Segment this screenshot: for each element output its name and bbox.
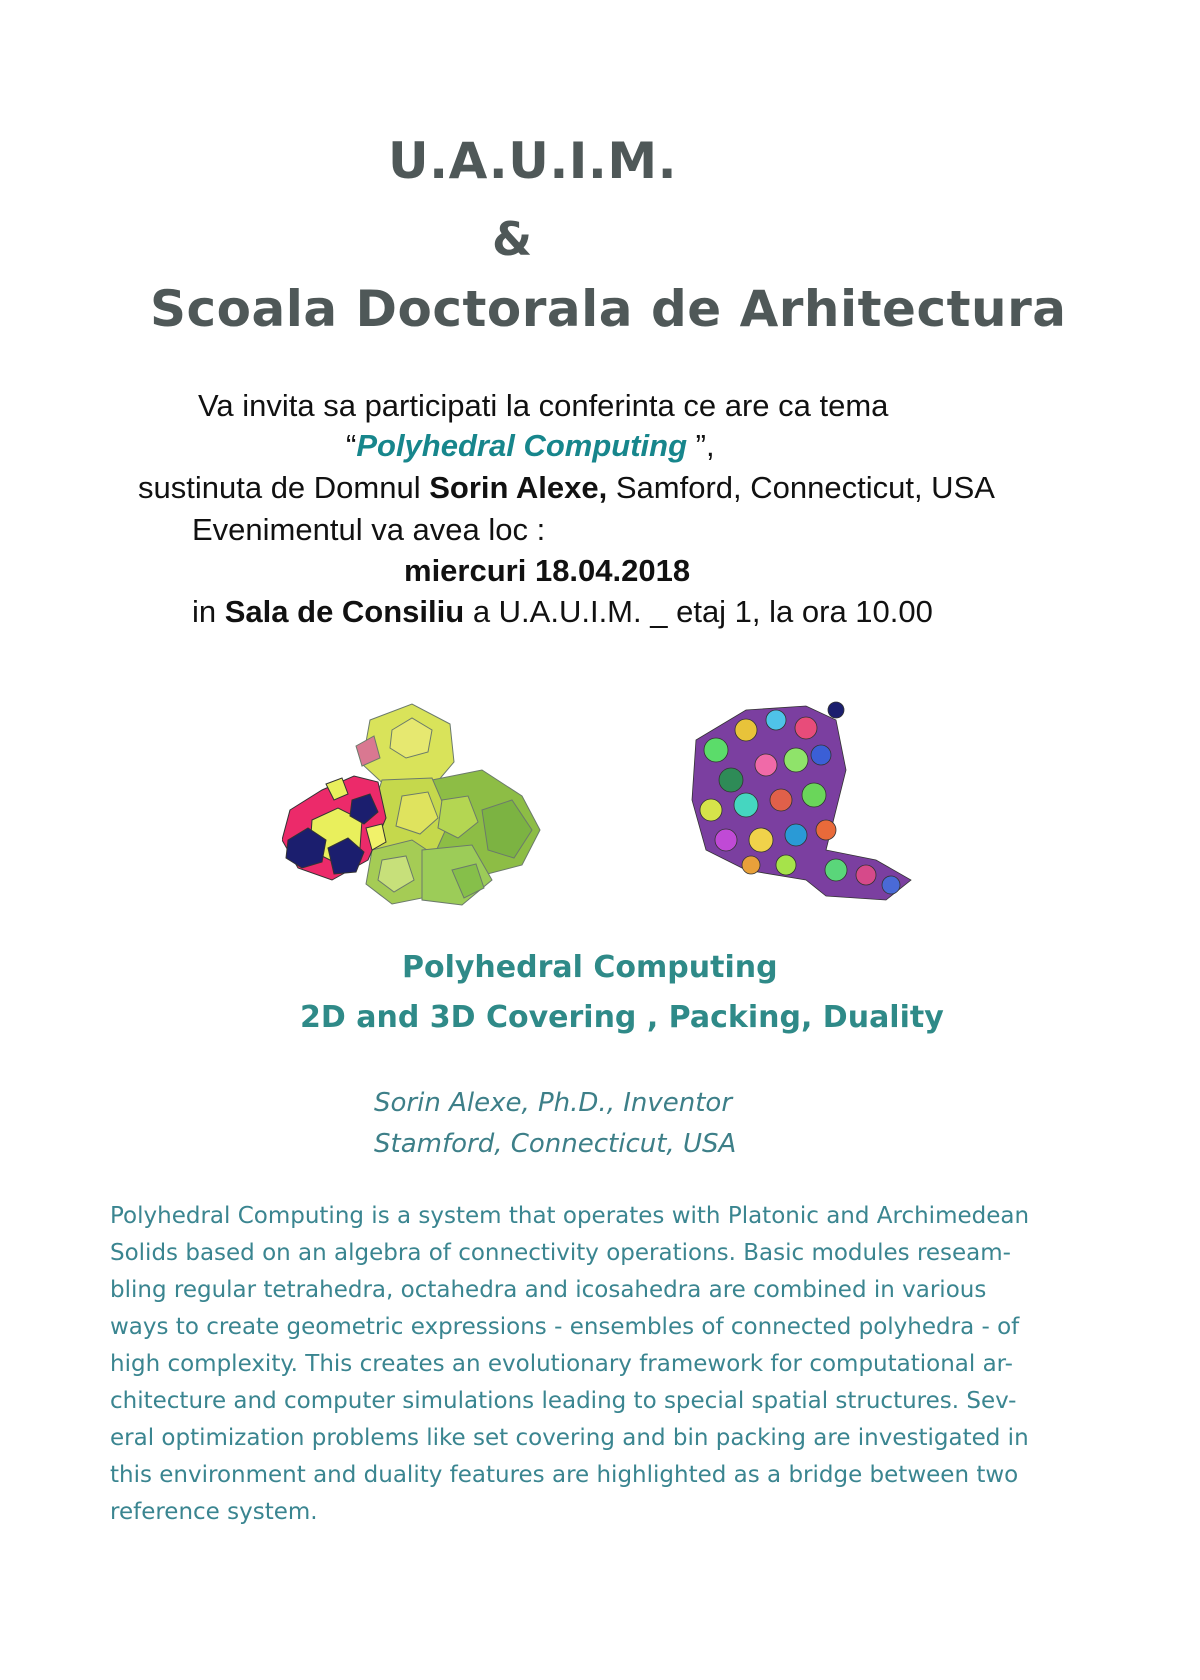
abstract-line: chitecture and computer simulations leading to special spatial structures. Sev- [110, 1388, 1017, 1414]
event-intro: Evenimentul va avea loc : [192, 512, 546, 547]
school-title: Scoala Doctorala de Arhitectura [150, 280, 1067, 338]
abstract-line: Polyhedral Computing is a system that operates with Platonic and Archimedean [110, 1203, 1030, 1229]
abstract-line: eral optimization problems like set covering and bin packing are investigated in [110, 1425, 1029, 1451]
invite-line: Va invita sa participati la conferinta ce are ca tema [198, 388, 889, 423]
venue-name: Sala de Consiliu [224, 594, 465, 629]
abstract-line: high complexity. This creates an evolutionary framework for computational ar- [110, 1351, 1013, 1377]
speaker-location: Samford, Connecticut, USA [607, 470, 995, 505]
event-date: miercuri 18.04.2018 [404, 553, 691, 588]
abstract [110, 1198, 1110, 1531]
quote-close: ”, [687, 428, 715, 463]
abstract-line: bling regular tetrahedra, octahedra and icosahedra are combined in various [110, 1277, 987, 1303]
talk-title: Polyhedral Computing [402, 950, 778, 985]
event-venue-line [192, 594, 933, 630]
polyhedra-figure-left [282, 700, 572, 910]
venue-details: a U.A.U.I.M. _ etaj 1, la ora 10.00 [464, 594, 933, 629]
polyhedra-figure-right [686, 700, 916, 910]
abstract-line: reference system. [110, 1499, 318, 1525]
author-name: Sorin Alexe, Ph.D., Inventor [374, 1088, 733, 1118]
quote-open: “ [346, 428, 357, 463]
speaker-name: Sorin Alexe, [429, 470, 608, 505]
speaker-prefix: sustinuta de Domnul [138, 470, 430, 505]
speaker-line [138, 470, 995, 506]
venue-prefix: in [192, 594, 225, 629]
abstract-line: ways to create geometric expressions - ensembles of connected polyhedra - of [110, 1314, 1020, 1340]
org-title: U.A.U.I.M. [388, 132, 678, 190]
abstract-line: Solids based on an algebra of connectivity operations. Basic modules reseam- [110, 1240, 1011, 1266]
topic-title: Polyhedral Computing [356, 428, 688, 463]
abstract-line: this environment and duality features are highlighted as a bridge between two [110, 1462, 1019, 1488]
author-location: Stamford, Connecticut, USA [374, 1129, 737, 1159]
green-cluster [356, 704, 540, 905]
ampersand: & [492, 212, 533, 266]
mosaic-cluster [692, 702, 911, 900]
topic-line [346, 428, 715, 464]
talk-subtitle: 2D and 3D Covering , Packing, Duality [300, 1000, 944, 1035]
